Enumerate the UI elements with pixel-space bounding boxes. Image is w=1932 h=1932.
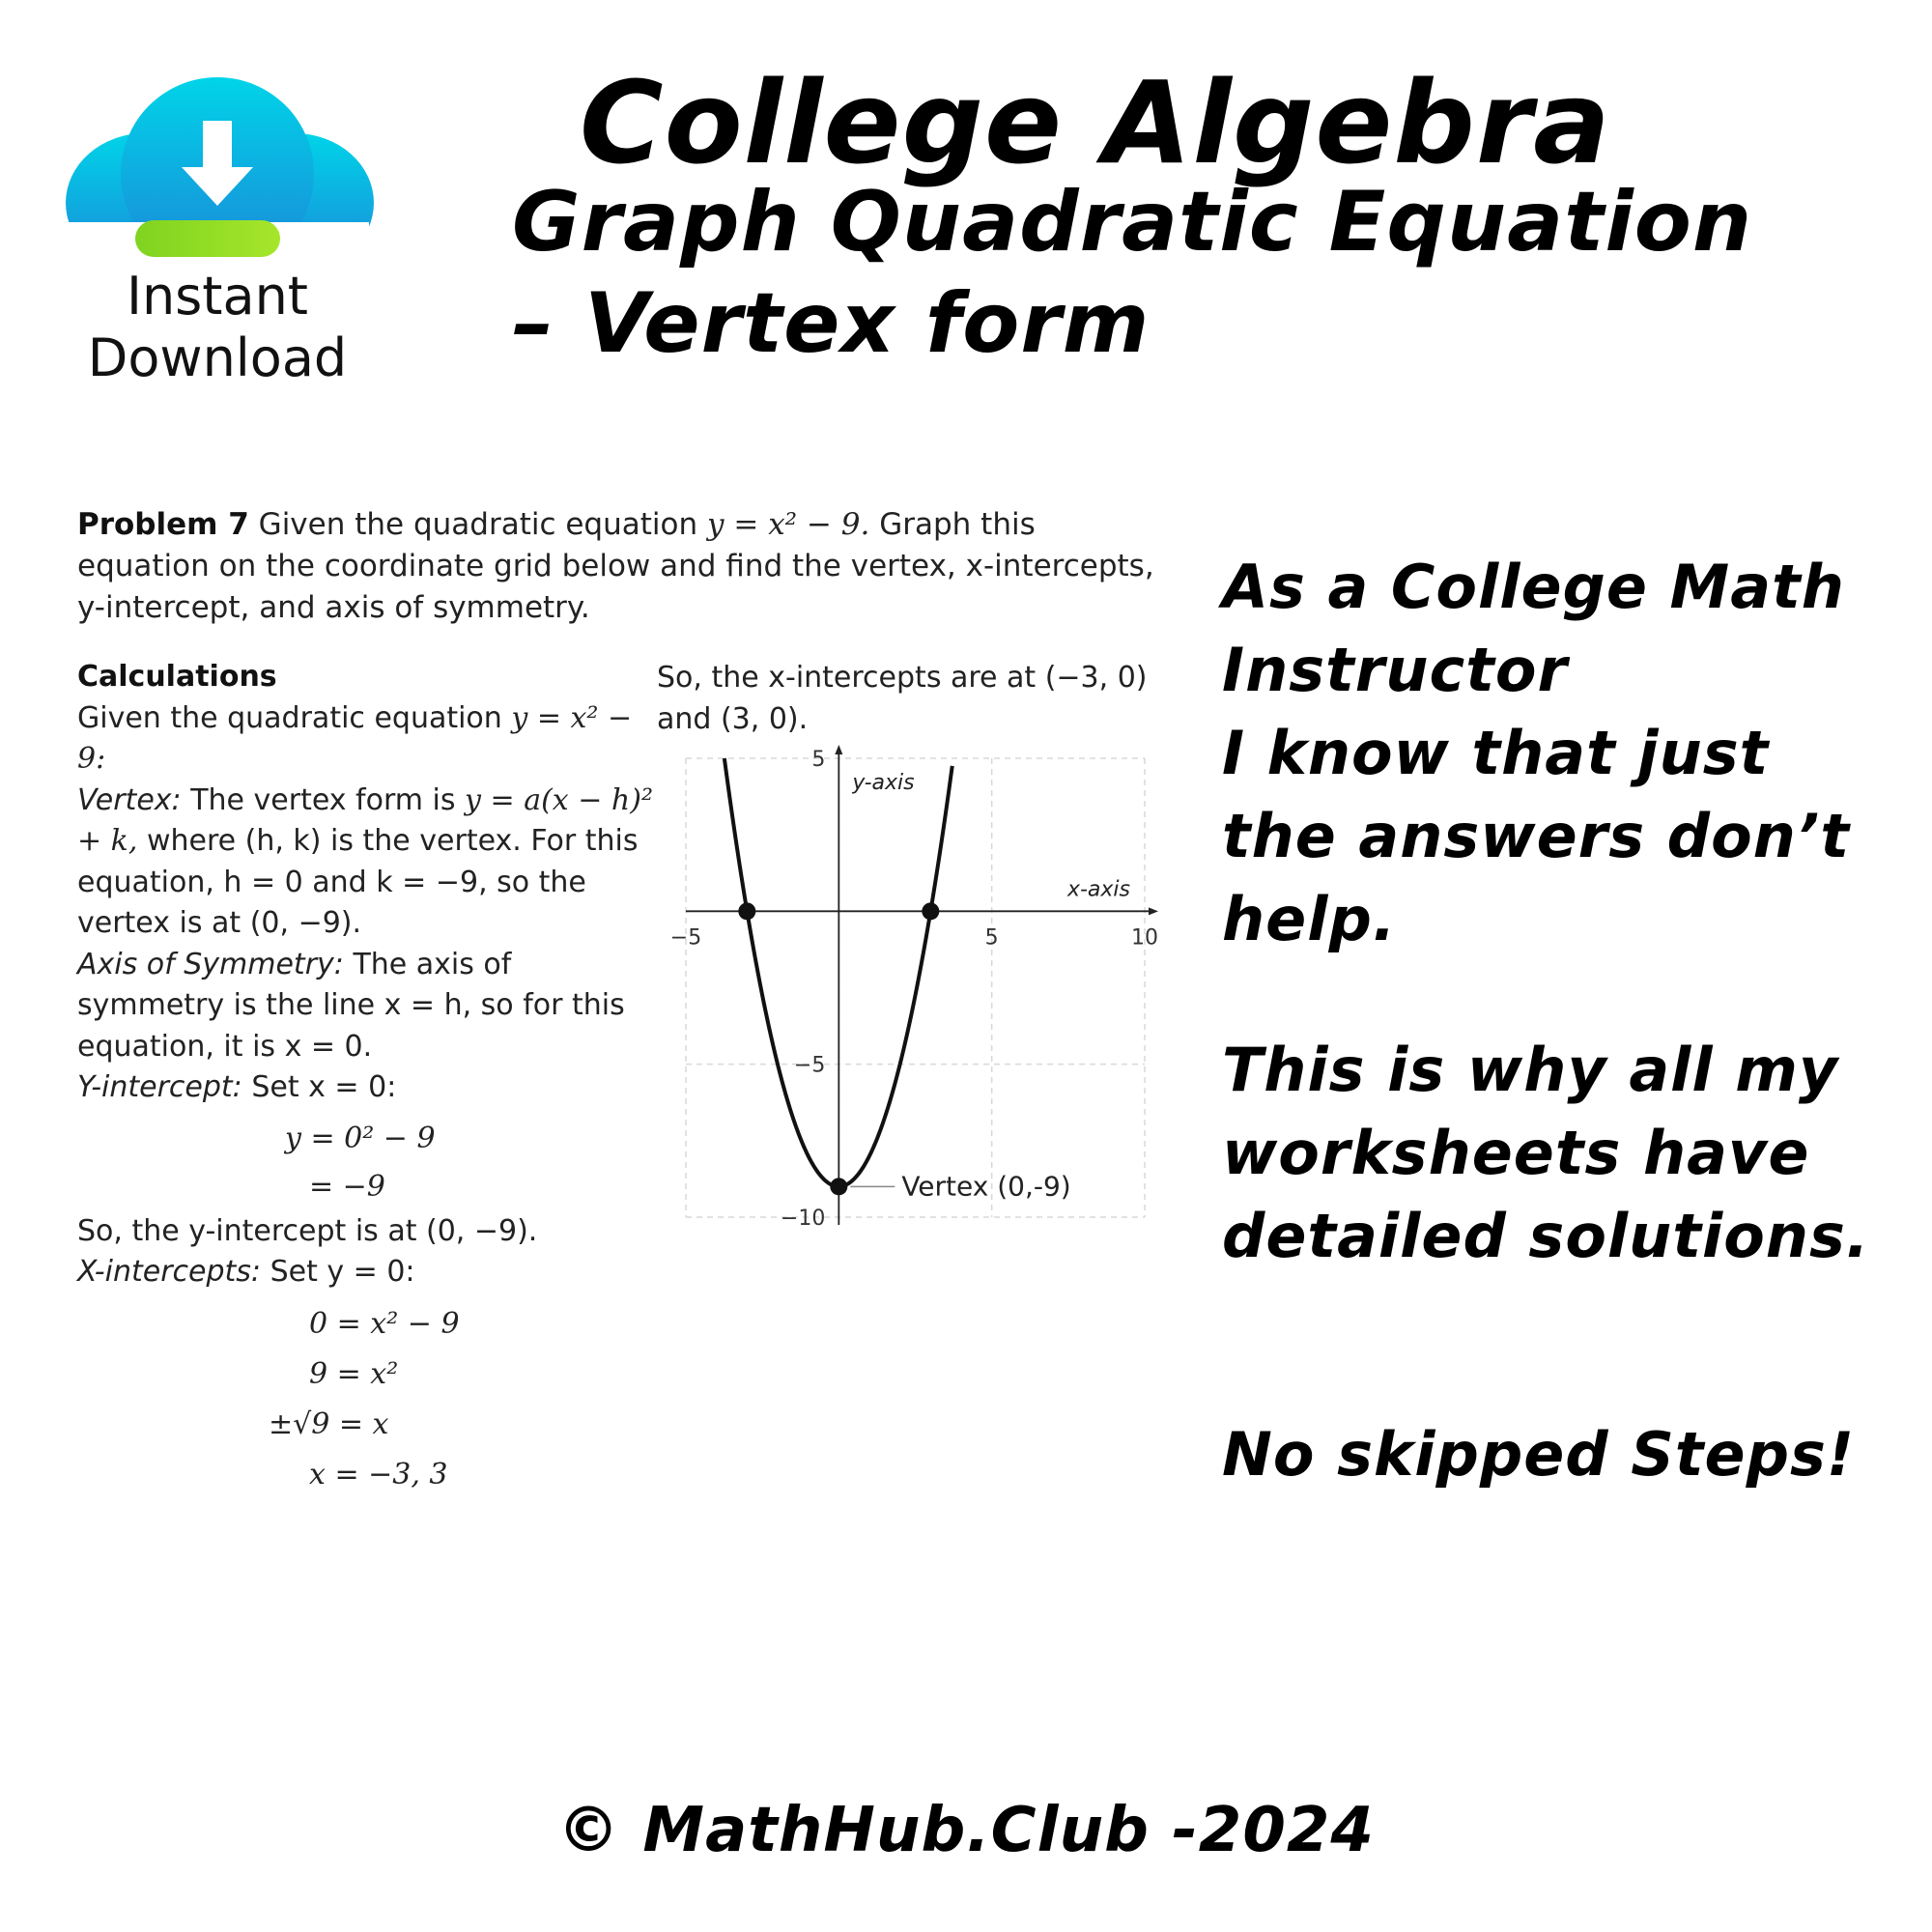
promo-line: I know that just xyxy=(1222,718,1770,788)
promo-line: Instructor xyxy=(1222,635,1569,705)
vertex-text1: The vertex form is xyxy=(190,782,456,817)
promo-line: the answers don’t xyxy=(1222,801,1850,871)
copyright-footer: © MathHub.Club -2024 xyxy=(557,1795,1375,1866)
y-tick-label: −10 xyxy=(780,1207,826,1227)
intercept-point xyxy=(922,902,939,920)
given-line xyxy=(77,698,657,781)
promo-line: As a College Math xyxy=(1222,552,1845,622)
x-axis-label: x-axis xyxy=(1066,877,1130,902)
given-text: Given the quadratic equation xyxy=(77,700,502,735)
y-tick-label: 5 xyxy=(811,748,826,772)
problem-statement xyxy=(77,504,1169,629)
promo-line: This is why all my xyxy=(1222,1035,1839,1105)
yint-step: y = 0² − 9 xyxy=(285,1121,436,1155)
yint-step: = −9 xyxy=(309,1169,385,1204)
y-axis-arrow xyxy=(835,745,842,754)
badge-line2: Download xyxy=(87,327,348,388)
cloud-download-icon xyxy=(58,77,377,270)
page-subtitle-line2: – Vertex form xyxy=(512,275,1151,372)
xint-step: ±√9 = x xyxy=(269,1406,389,1441)
vertex-annotation-label: Vertex (0,-9) xyxy=(901,1170,1071,1203)
xint-label: X-intercepts: xyxy=(77,1255,262,1289)
vertex-paragraph xyxy=(77,781,657,945)
promo-line: worksheets have xyxy=(1222,1118,1810,1188)
xint-result-paragraph: So, the x-intercepts are at (−3, 0) and (3, 0). xyxy=(657,661,1148,736)
yint-paragraph xyxy=(77,1067,657,1109)
axis-paragraph xyxy=(77,945,657,1068)
page-title: College Algebra xyxy=(580,56,1611,189)
calculations-heading: Calculations xyxy=(77,660,277,694)
vertex-label: Vertex: xyxy=(77,782,182,817)
x-axis-arrow xyxy=(1149,907,1158,915)
page-subtitle-line1: Graph Quadratic Equation xyxy=(512,174,1753,270)
axis-text: The axis of symmetry is the line x = h, so for this equation, it is x = 0. xyxy=(77,947,625,1064)
axis-label: Axis of Symmetry: xyxy=(77,947,344,981)
xint-paragraph xyxy=(77,1252,657,1293)
y-axis-label: y-axis xyxy=(852,771,915,795)
instant-download-label xyxy=(58,266,377,389)
problem-label: Problem 7 xyxy=(77,507,249,542)
intercept-point xyxy=(830,1178,847,1195)
promo-line: help. xyxy=(1222,884,1397,954)
yint-label: Y-intercept: xyxy=(77,1070,242,1104)
vertex-equation: y = a(x − h)² + k, xyxy=(77,782,653,858)
problem-text-b: Graph this equation on the coordinate grid below and find the vertex, x-intercepts, y-intercept, and axis of symmetry. xyxy=(77,507,1154,625)
xint-step: x = −3, 3 xyxy=(309,1457,448,1492)
quadratic-graph xyxy=(657,744,1179,1227)
promo-line: detailed solutions. xyxy=(1222,1201,1870,1271)
xint-text: Set y = 0: xyxy=(270,1255,415,1289)
xint-step: 0 = x² − 9 xyxy=(309,1306,460,1341)
xint-step: 9 = x² xyxy=(309,1356,399,1391)
calculations-column xyxy=(77,657,657,1500)
badge-line1: Instant xyxy=(127,266,308,327)
xint-steps xyxy=(269,1299,657,1500)
promo-tagline: No skipped Steps! xyxy=(1222,1419,1856,1490)
problem-equation: y = x² − 9. xyxy=(707,507,870,542)
x-tick-label: 5 xyxy=(984,925,999,951)
intercept-point xyxy=(738,902,755,920)
y-tick-label: −5 xyxy=(793,1053,826,1078)
yint-result: So, the y-intercept is at (0, −9). xyxy=(77,1213,538,1248)
x-tick-label: −5 xyxy=(669,925,702,951)
yint-text: Set x = 0: xyxy=(251,1070,397,1104)
yint-steps xyxy=(285,1115,657,1211)
x-tick-label: 10 xyxy=(1131,925,1158,951)
vertex-text2: where (h, k) is the vertex. For this equation, h = 0 and k = −9, so the vertex is at (0, −9). xyxy=(77,824,639,940)
given-equation: y = x² − 9: xyxy=(77,700,633,776)
promo-text xyxy=(1222,546,1918,1496)
instant-download-badge xyxy=(58,77,377,396)
problem-text-a: Given the quadratic equation xyxy=(258,507,698,542)
